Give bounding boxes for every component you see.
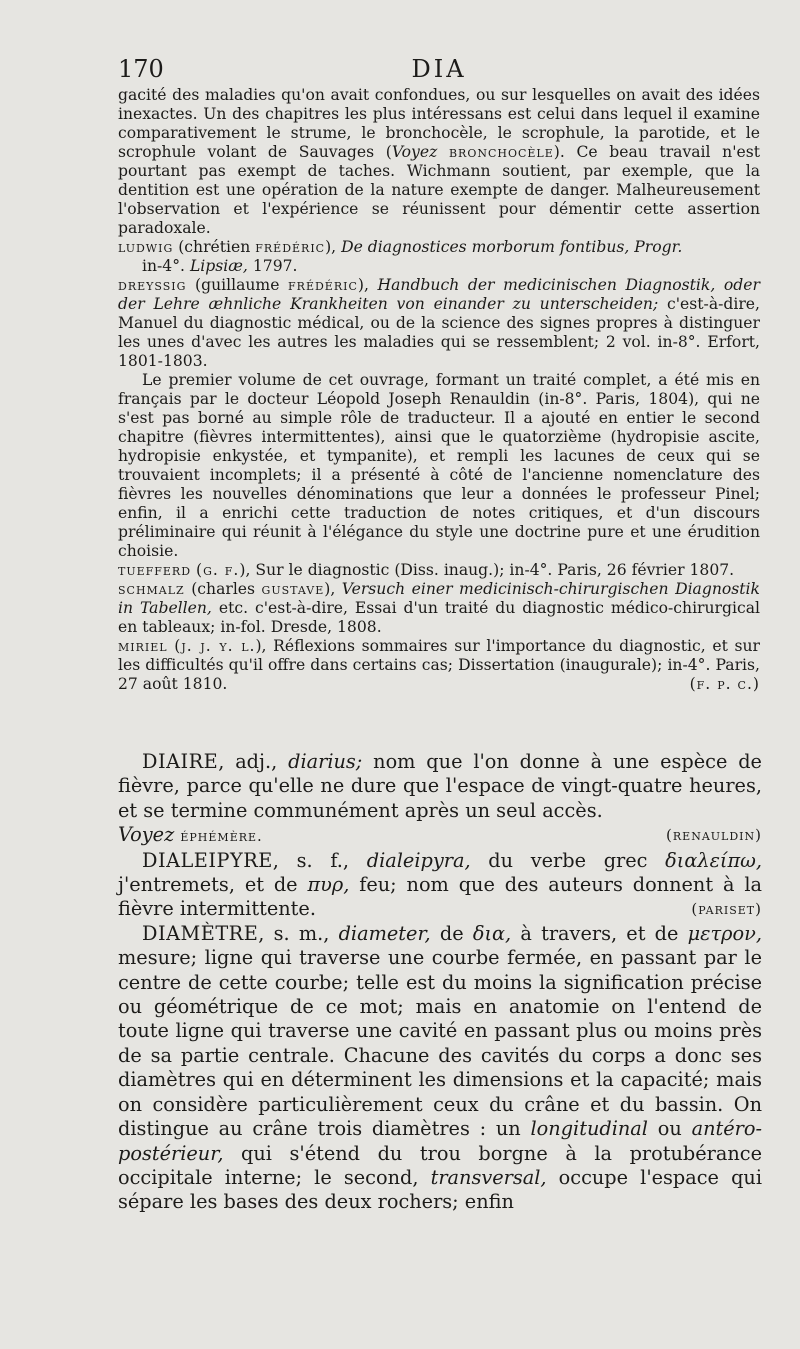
author-name: dreyssig — [118, 276, 187, 294]
reference-schmalz: schmalz (charles gustave), Versuch einer medicinisch-chirurgischen Diagnostik in Tabellen, etc. c'est-à-dire, Essai d'un traité du diagnostic médico-chirurgical en tableaux; in-fol. Dresde, 1808. — [118, 580, 760, 636]
author-name: schmalz — [118, 580, 185, 598]
bibliography-section — [118, 86, 760, 694]
author-signature: (pariset) — [691, 900, 762, 919]
entry-dialeipyre: DIALEIPYRE, s. f., dialeipyra, du verbe grec διαλείπω, j'entremets, et de πυρ, feu; nom que des auteurs donnent à la fièvre intermittente. (pariset) — [118, 848, 763, 921]
headword: DIAIRE — [142, 750, 219, 773]
author-signature: (renauldin) — [666, 826, 762, 845]
page-header — [118, 55, 760, 85]
author-name: tuefferd — [118, 561, 192, 579]
continued-paragraph: gacité des maladies qu'on avait confondues, ou sur lesquelles on avait des idées inexactes. Un des chapitres les plus intéressans est celui dans lequel il examine comparativement le strume, le bronchocèle, le scrophule, la parotide, et le scrophule volant de Sauvages (Voyez bronchocèle). Ce beau travail n'est pourtant pas exempt de taches. Wichmann soutient, par exemple, que la dentition est une opération de la nature exempte de danger. Malheureusement l'observation et l'expérience se réunissent pour démentir cette assertion paradoxale. — [118, 86, 760, 237]
entry-diametre: DIAMÈTRE, s. m., diameter, de δια, à travers, et de μετρον, mesure; ligne qui traverse une courbe fermée, en passant par le centre de cette courbe; telle est du moins la signification précise ou géométrique de ce mot; mais en anatomie on l'entend de toute ligne qui traverse une cavité en passant plus ou moins près de sa partie centrale. Chacune des cavités du corps a donc ses diamètres qui en déterminent les dimensions et la capacité; mais on considère particulièrement ceux du crâne et du bassin. On distingue au crâne trois diamètres : un longitudinal ou antéro-postérieur, qui s'étend du trou borgne à la protubérance occipitale interne; le second, transversal, occupe l'espace qui sépare les bases des deux rochers; enfin — [118, 921, 762, 1214]
work-title: De diagnostices morborum fontibus, Progr. — [341, 238, 683, 256]
reference-tuefferd: tuefferd (g. f.), Sur le diagnostic (Diss. inaug.); in-4°. Paris, 26 février 1807. — [118, 561, 735, 579]
work-title: Versuch einer medicinisch-chirurgischen Diagnostik in Tabellen, — [118, 580, 760, 617]
headword: DIAMÈTRE — [142, 921, 259, 945]
entry-diaire: DIAIRE, adj., diarius; nom que l'on donne à une espèce de fièvre, parce qu'elle ne dure que l'espace de vingt-quatre heures, et se termine communément après un seul accès. Voyez éphémère. (renauldin) — [118, 750, 762, 847]
reference-ludwig: ludwig (chrétien frédéric), De diagnostices morborum fontibus, Progr. in-4°. Lipsiæ, 1797. — [118, 238, 683, 275]
page-number: 170 — [118, 55, 164, 83]
author-name: ludwig — [118, 238, 174, 256]
reference-miriel: miriel (j. j. y. l.), Réflexions sommaires sur l'importance du diagnostic, et sur les difficultés qu'il offre dans certains cas; Dissertation (inaugurale); in-4°. Paris, 27 août 1810. (f. p. c.) — [118, 637, 760, 693]
author-name: miriel — [118, 637, 168, 655]
reference-dreyssig: dreyssig (guillaume frédéric), Handbuch der medicinischen Diagnostik, oder der Lehre æhnliche Krankheiten von einander zu unterscheiden; c'est-à-dire, Manuel du diagnostic médical, ou de la science des signes propres à distinguer les unes d'avec les autres les maladies qui se ressemblent; 2 vol. in-8°. Erfort, 1801-1803. — [118, 276, 760, 370]
headword: DIALEIPYRE — [142, 848, 273, 872]
running-head: DIA — [411, 55, 467, 83]
work-title: Handbuch der medicinischen Diagnostik, oder der Lehre æhnliche Krankheiten von einander zu unterscheiden; — [118, 276, 760, 313]
translation-note: Le premier volume de cet ouvrage, formant un traité complet, a été mis en français par le docteur Léopold Joseph Renauldin (in-8°. Paris, 1804), qui ne s'est pas borné au simple rôle de traducteur. Il a ajouté en entier le second chapitre (fièvres intermittentes), ainsi que le quatorzième (hydropisie ascite, hydropisie enkystée, et tympanite), et rempli les lacunes de ceux qui se trouvaient incomplets; il a présenté à côté de l'ancienne nomenclature des fièvres les nouvelles dénominations que leur a données le professeur Pinel; enfin, il a enrichi cette traduction de notes critiques, et d'un discours préliminaire qui réunit à l'élégance du style une doctrine pure et une érudition choisie. — [118, 371, 760, 560]
dictionary-entries — [118, 750, 762, 1215]
author-signature: (f. p. c.) — [689, 675, 760, 693]
